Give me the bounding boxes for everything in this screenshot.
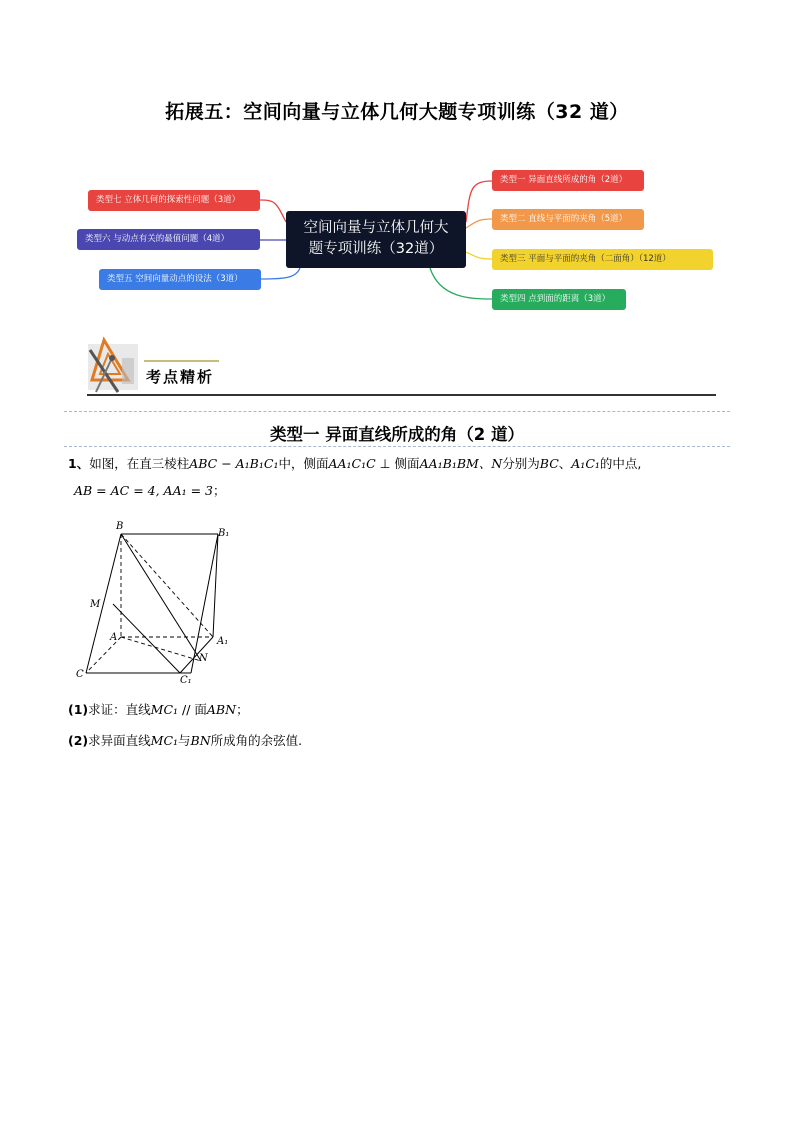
- label-A1: A₁: [217, 636, 229, 647]
- question1-part2: [68, 733, 302, 749]
- question1-points: M、N: [466, 456, 503, 471]
- question1-face2: AA₁B₁B: [419, 456, 467, 471]
- label-B: B: [116, 521, 124, 532]
- mindmap-center-line2: 题专项训练（32道）: [308, 241, 444, 257]
- mindmap-center-node: [286, 211, 466, 268]
- section-title: 类型一 异面直线所成的角（2 道）: [270, 425, 524, 444]
- connector-type3: [466, 252, 492, 259]
- mindmap-node-type7: 类型七 立体几何的探索性问题（3道）: [88, 190, 260, 211]
- question1-part1-text-a: 求证：直线: [88, 702, 151, 717]
- question1-mid2: 侧面: [394, 456, 420, 471]
- label-C1: C₁: [180, 675, 192, 684]
- mindmap-node-type4: 类型四 点到面的距离（3道）: [492, 289, 626, 310]
- question1-part2-text-a: 求异面直线: [88, 733, 151, 748]
- question1-number: 1、: [68, 456, 90, 471]
- question1-mid3: 分别为: [502, 456, 540, 471]
- question1-stem-line2: [74, 483, 226, 499]
- banner-label: 考点精析: [146, 368, 215, 386]
- question1-part2-line2: BN: [190, 733, 211, 748]
- question1-sep: 、: [558, 456, 572, 471]
- section-rule-bottom: [64, 446, 730, 447]
- mindmap-node-type1: 类型一 异面直线所成的角（2道）: [492, 170, 644, 191]
- question1-part1-number: (1): [68, 702, 89, 717]
- question1-part2-text-b: 与: [178, 733, 191, 748]
- question1-face1: AA₁C₁C: [328, 456, 376, 471]
- question1-part1-end: ；: [236, 702, 249, 717]
- question1-seg1: BC: [539, 456, 559, 471]
- label-A: A: [110, 632, 118, 643]
- question1-part1-line: MC₁: [150, 702, 179, 717]
- question1-part1: [68, 702, 249, 718]
- connector-type7: [260, 200, 286, 222]
- question1-mid1: 中，侧面: [278, 456, 329, 471]
- mindmap-node-type2: 类型二 直线与平面的夹角（5道）: [492, 209, 644, 230]
- question1-part1-plane: ABN: [206, 702, 237, 717]
- connector-type1: [466, 181, 492, 222]
- prism-figure: [70, 518, 250, 684]
- question1-part2-text-c: 所成角的余弦值.: [210, 733, 303, 748]
- mindmap-node-type5: 类型五 空间向量动点的设法（3道）: [99, 269, 261, 290]
- question1-stem-line1: [68, 456, 641, 472]
- question1-perp: ⊥: [375, 456, 395, 471]
- question1-part2-number: (2): [68, 733, 89, 748]
- label-M: M: [90, 599, 101, 610]
- question1-part1-parallel: //: [178, 702, 195, 717]
- mindmap-node-type3: 类型三 平面与平面的夹角（二面角）（12道）: [492, 249, 713, 270]
- question1-conditions-end: ；: [212, 483, 226, 498]
- question1-intro: 如图，在直三棱柱: [89, 456, 190, 471]
- section-rule-top: [64, 411, 730, 412]
- question1-prism: ABC − A₁B₁C₁: [189, 456, 279, 471]
- connector-type2: [466, 219, 492, 228]
- question1-part1-text-b: 面: [194, 702, 207, 717]
- question1-conditions: AB = AC = 4, AA₁ = 3: [74, 483, 213, 498]
- label-B1: B₁: [218, 528, 230, 539]
- label-N: N: [199, 653, 208, 664]
- mindmap-node-type6: 类型六 与动点有关的最值问题（4道）: [77, 229, 260, 250]
- question1-tail: 的中点,: [599, 456, 642, 471]
- question1-part2-line1: MC₁: [150, 733, 179, 748]
- mindmap-center-line1: 空间向量与立体几何大: [303, 220, 449, 236]
- question1-seg2: A₁C₁: [571, 456, 600, 471]
- label-C: C: [76, 669, 84, 680]
- document-title: 拓展五：空间向量与立体几何大题专项训练（32 道）: [165, 101, 629, 123]
- banner-rule: [87, 394, 716, 396]
- connector-type4: [430, 268, 492, 299]
- connector-type5: [261, 268, 300, 279]
